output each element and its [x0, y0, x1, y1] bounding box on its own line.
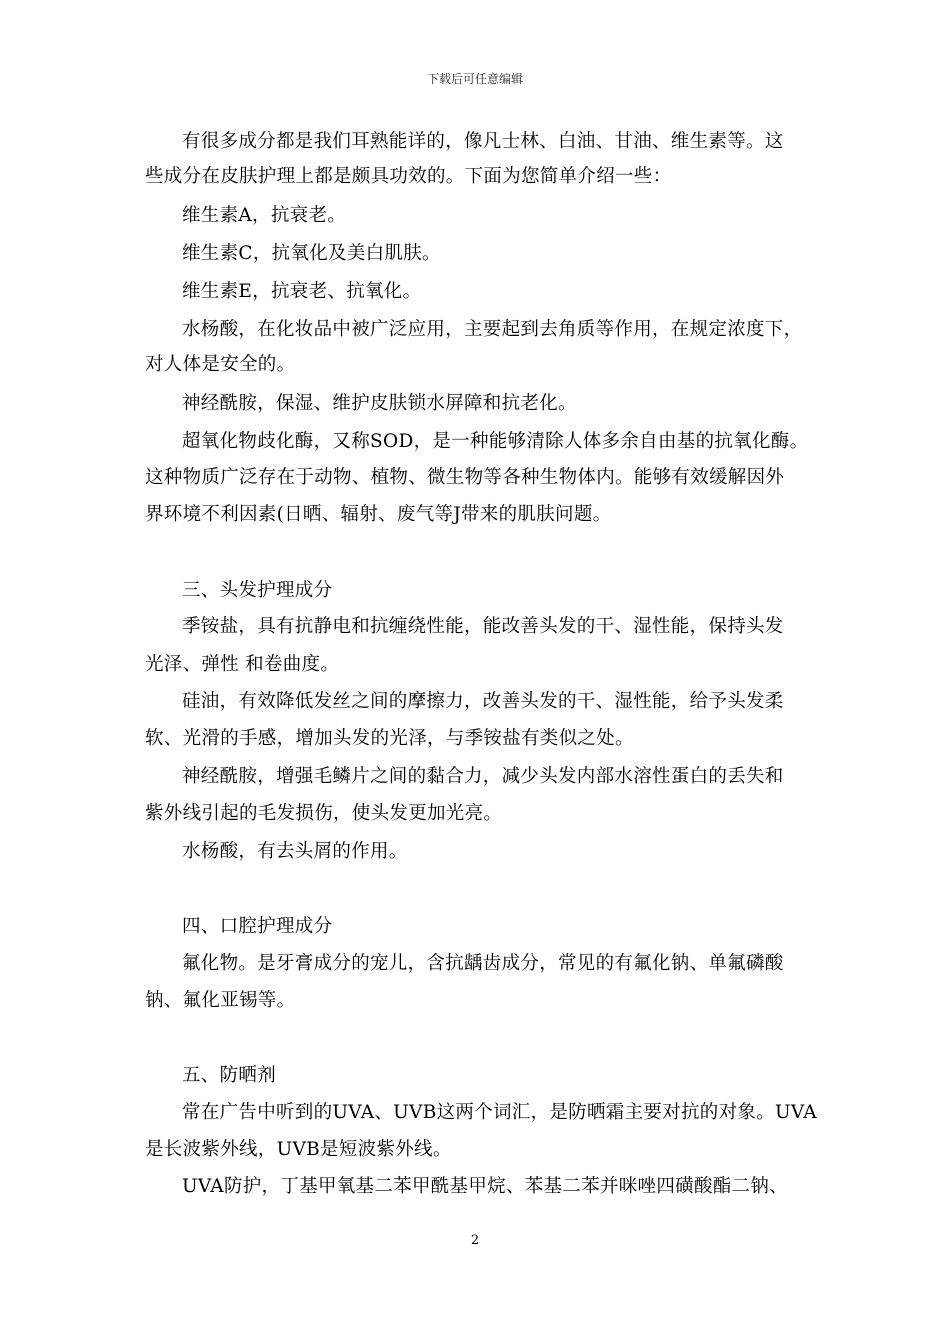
text-line: 常在广告中听到的UVA、UVB这两个词汇，是防晒霜主要对抗的对象。UVA — [182, 1102, 817, 1123]
text-line: 五、防晒剂 — [182, 1065, 277, 1086]
text-line: 季铵盐，具有抗静电和抗缠绕性能，能改善头发的干、湿性能，保持头发 — [182, 616, 784, 637]
text-line: 界环境不利因素(日晒、辐射、废气等J带来的肌肤问题。 — [145, 504, 612, 525]
page-header: 下载后可任意编辑 — [426, 72, 523, 86]
text-line: 三、头发护理成分 — [182, 580, 333, 601]
text-line: 水杨酸，在化妆品中被广泛应用，主要起到去角质等作用，在规定浓度下， — [182, 319, 803, 340]
text-line: 维生素C，抗氧化及美白肌肤。 — [182, 243, 441, 264]
text-line: 紫外线引起的毛发损伤，使头发更加光亮。 — [145, 803, 503, 824]
text-line: 硅油，有效降低发丝之间的摩擦力，改善头发的干、湿性能，给予头发柔 — [182, 691, 784, 712]
text-line: 超氧化物歧化酶，又称SOD，是一种能够清除人体多余自由基的抗氧化酶。 — [182, 431, 809, 452]
text-line: 有很多成分都是我们耳熟能详的，像凡士林、白油、甘油、维生素等。这 — [182, 131, 784, 152]
text-line: 是长波紫外线，UVB是短波紫外线。 — [145, 1139, 452, 1160]
text-line: 钠、氟化亚锡等。 — [145, 990, 296, 1011]
text-line: 些成分在皮肤护理上都是颇具功效的。下面为您简单介绍一些： — [145, 166, 672, 187]
page-number: 2 — [470, 1233, 480, 1248]
text-line: 维生素A，抗衰老。 — [182, 205, 347, 226]
text-line: 神经酰胺，增强毛鳞片之间的黏合力，减少头发内部水溶性蛋白的丢失和 — [182, 766, 784, 787]
text-line: 软、光滑的手感，增加头发的光泽，与季铵盐有类似之处。 — [145, 728, 634, 749]
text-line: 神经酰胺，保湿、维护皮肤锁水屏障和抗老化。 — [182, 393, 577, 414]
text-line: UVA防护，丁基甲氧基二苯甲酰基甲烷、苯基二苯并咪唑四磺酸酯二钠、 — [182, 1176, 788, 1197]
text-line: 水杨酸，有去头屑的作用。 — [182, 841, 408, 862]
text-line: 四、口腔护理成分 — [182, 916, 333, 937]
text-line: 对人体是安全的。 — [145, 354, 296, 375]
text-line: 维生素E，抗衰老、抗氧化。 — [182, 281, 422, 302]
text-line: 这种物质广泛存在于动物、植物、微生物等各种生物体内。能够有效缓解因外 — [145, 467, 785, 488]
text-line: 光泽、弹性 和卷曲度。 — [145, 654, 340, 675]
text-line: 氟化物。是牙膏成分的宠儿，含抗龋齿成分，常见的有氟化钠、单氟磷酸 — [182, 953, 784, 974]
